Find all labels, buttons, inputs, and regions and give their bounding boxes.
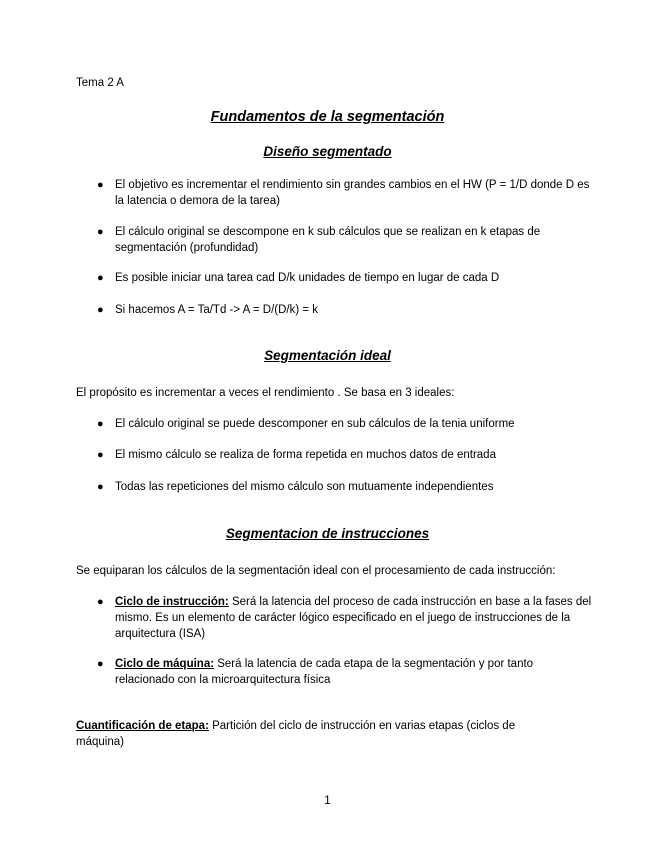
list-item: ● El cálculo original se puede descomponer en sub cálculos de la tenia uniforme [97,418,515,430]
list-item: ● El mismo cálculo se realiza de forma repetida en muchos datos de entrada [97,449,496,461]
document-title: Fundamentos de la segmentación [210,109,445,125]
bullet-icon: ● [97,179,104,191]
bullet-icon: ● [97,226,104,238]
page-number: 1 [324,795,331,807]
bullet-icon: ● [97,304,104,316]
section-heading-ideal: Segmentación ideal [264,348,391,363]
list-item: ● Ciclo de instrucción: Será la latencia del proceso de cada instrucción en base a la fases del mismo. Es un elemento de carácter lógico especificado en el juego de instrucciones de la arquitectura (ISA) [97,596,592,640]
term-label: Ciclo de máquina: [115,658,215,670]
list-item: ● El objetivo es incrementar el rendimiento sin grandes cambios en el HW (P = 1/D donde D es la latencia o demora de la tarea) [97,179,590,207]
bullet-icon: ● [97,596,104,608]
section-heading-instrucciones: Segmentacion de instrucciones [225,526,430,541]
bullet-icon: ● [97,272,104,284]
section-intro: Se equiparan los cálculos de la segmentación ideal con el procesamiento de cada instrucción: [76,565,556,577]
term-label: Ciclo de instrucción: [115,596,229,608]
tema-label: Tema 2 A [76,77,124,89]
list-item: ● Todas las repeticiones del mismo cálculo son mutuamente independientes [97,481,494,493]
list-item: ● Es posible iniciar una tarea cad D/k unidades de tiempo en lugar de cada D [97,272,500,284]
bullet-icon: ● [97,418,104,430]
bullet-icon: ● [97,658,104,670]
list-item: ● Ciclo de máquina: Será la latencia de cada etapa de la segmentación y por tanto relacionado con la microarquitectura física [97,658,534,686]
term-label: Cuantificación de etapa: [76,720,209,732]
section-intro: El propósito es incrementar a veces el rendimiento . Se basa en 3 ideales: [76,387,455,399]
list-item: ● Si hacemos A = Ta/Td -> A = D/(D/k) = k [97,304,319,316]
bullet-icon: ● [97,481,104,493]
section-heading-diseno: Diseño segmentado [263,144,392,159]
list-item: ● El cálculo original se descompone en k sub cálculos que se realizan en k etapas de segmentación (profundidad) [97,226,541,254]
definition-paragraph: Cuantificación de etapa: Partición del ciclo de instrucción en varias etapas (ciclos de máquina) [76,720,516,748]
bullet-icon: ● [97,449,104,461]
